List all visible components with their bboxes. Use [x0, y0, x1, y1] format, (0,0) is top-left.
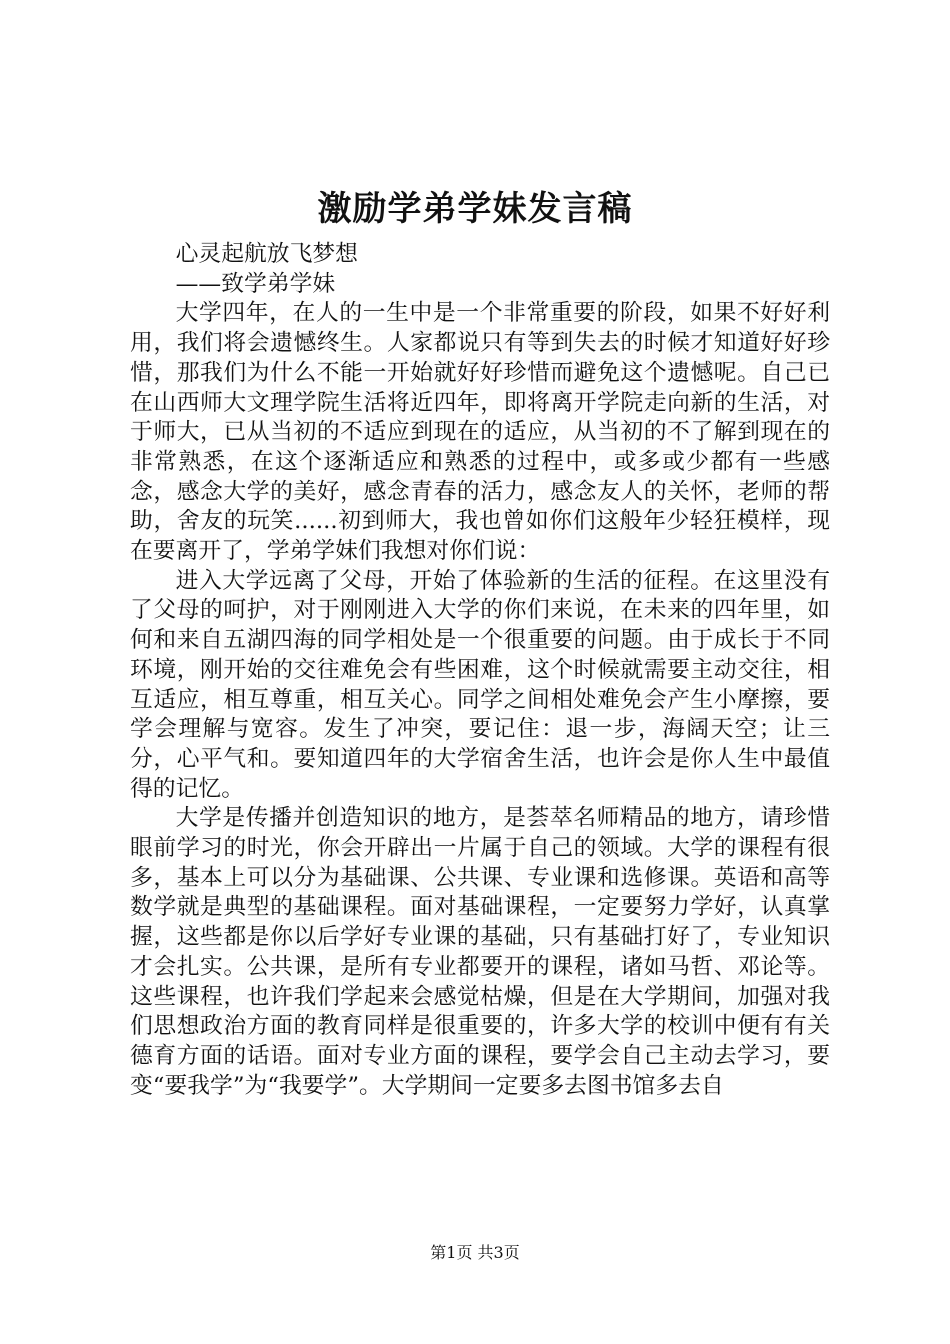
page-footer: 第1页 共3页 [430, 1243, 520, 1262]
document-body [130, 240, 830, 1101]
document-title: 激励学弟学妹发言稿 [317, 189, 633, 229]
subtitle: 心灵起航放飞梦想 [175, 241, 358, 267]
dedication: ——致学弟学妹 [175, 270, 336, 297]
paragraph-3: 大学是传播并创造知识的地方，是荟萃名师精品的地方，请珍惜眼前学习的时光，你会开辟出一片属于自己的领域。大学的课程有很多，基本上可以分为基础课、公共课、专业课和选修课。英语和高等数学就是典型的基础课程。面对基础课程，一定要努力学好，认真掌握，这些都是你以后学好专业课的基础，只有基础打好了，专业知识才会扎实。公共课，是所有专业都要开的课程，诸如马哲、邓论等。这些课程，也许我们学起来会感觉枯燥，但是在大学期间，加强对我们思想政治方面的教育同样是很重要的，许多大学的校训中便有有关德育方面的话语。面对专业方面的课程，要学会自己主动去学习，要变“要我学”为“我要学”。大学期间一定要多去图书馆多去自 [130, 805, 830, 1099]
paragraph-2: 进入大学远离了父母，开始了体验新的生活的征程。在这里没有了父母的呵护，对于刚刚进入大学的你们来说，在未来的四年里，如何和来自五湖四海的同学相处是一个很重要的问题。由于成长于不同环境，刚开始的交往难免会有些困难，这个时候就需要主动交往，相互适应，相互尊重，相互关心。同学之间相处难免会产生小摩擦，要学会理解与宽容。发生了冲突，要记住：退一步，海阔天空；让三分，心平气和。要知道四年的大学宿舍生活，也许会是你人生中最值得的记忆。 [130, 567, 830, 802]
paragraph-1: 大学四年，在人的一生中是一个非常重要的阶段，如果不好好利用，我们将会遗憾终生。人家都说只有等到失去的时候才知道好好珍惜，那我们为什么不能一开始就好好珍惜而避免这个遗憾呢。自己已在山西师大文理学院生活将近四年，即将离开学院走向新的生活，对于师大，已从当初的不适应到现在的适应，从当初的不了解到现在的非常熟悉，在这个逐渐适应和熟悉的过程中，或多或少都有一些感念，感念大学的美好，感念青春的活力，感念友人的关怀，老师的帮助，舍友的玩笑......初到师大，我也曾如你们这般年少轻狂模样，现在要离开了，学弟学妹们我想对你们说： [130, 300, 830, 565]
